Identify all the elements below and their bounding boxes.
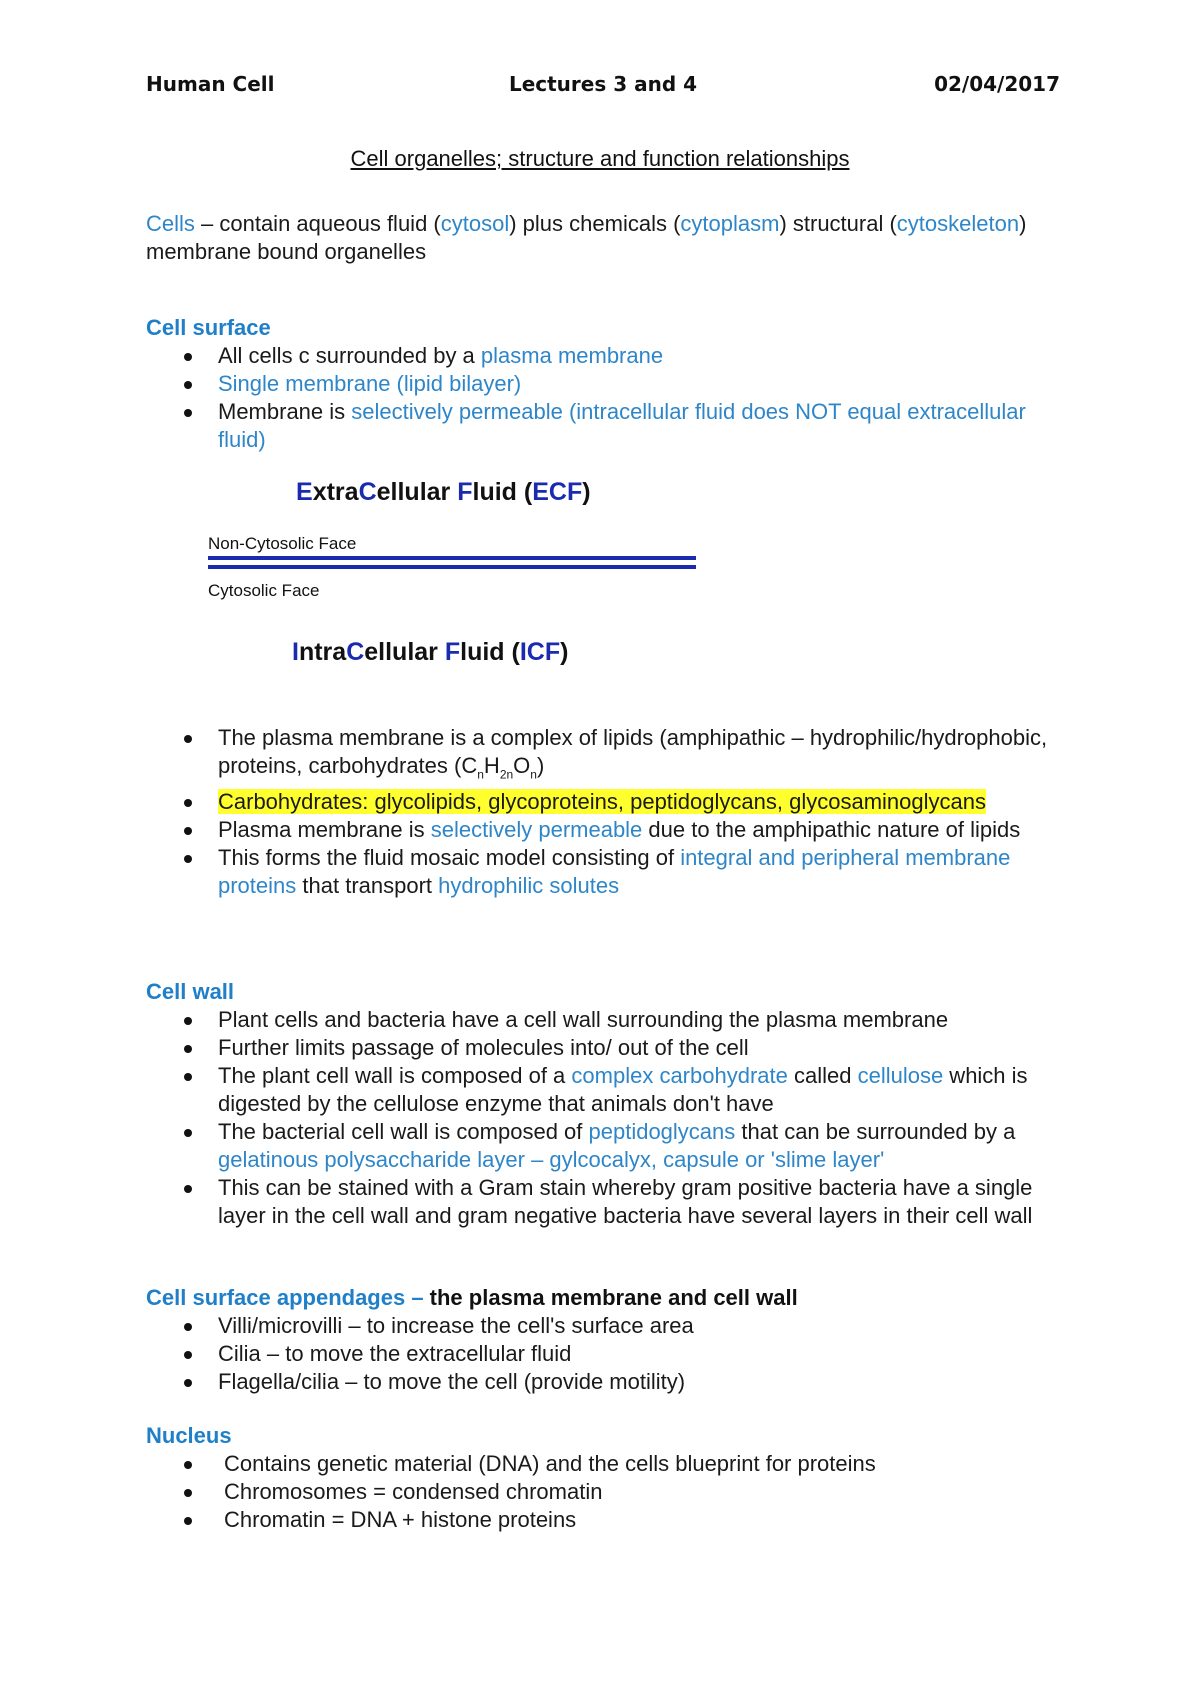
- list-item: Flagella/cilia – to move the cell (provide motility): [146, 1368, 1066, 1396]
- bullet-icon: [184, 1185, 192, 1193]
- ecf-label: ExtraCellular Fluid (ECF): [296, 478, 591, 506]
- header-course: Human Cell: [146, 72, 275, 96]
- list-item: This forms the fluid mosaic model consisting of integral and peripheral membrane proteins that transport hydrophilic solutes: [146, 844, 1066, 900]
- membrane-line-inner: [208, 565, 696, 569]
- nucleus-list: [146, 1450, 1066, 1534]
- bullet-icon: [184, 1017, 192, 1025]
- appendages-list: [146, 1312, 1066, 1396]
- list-item: Cilia – to move the extracellular fluid: [146, 1340, 1066, 1368]
- list-item: The plant cell wall is composed of a complex carbohydrate called cellulose which is digested by the cellulose enzyme that animals don't have: [146, 1062, 1066, 1118]
- list-item: Plasma membrane is selectively permeable due to the amphipathic nature of lipids: [146, 816, 1066, 844]
- page-header: [146, 72, 1060, 102]
- header-lecture: Lectures 3 and 4: [508, 72, 698, 96]
- header-date: 02/04/2017: [934, 72, 1060, 96]
- page-title: Cell organelles; structure and function relationships: [350, 146, 850, 171]
- membrane-points-list: [146, 724, 1066, 900]
- list-item: Chromatin = DNA + histone proteins: [146, 1506, 1066, 1534]
- heading-appendages: Cell surface appendages – the plasma membrane and cell wall: [146, 1285, 798, 1310]
- bullet-icon: [184, 1461, 192, 1469]
- list-item: The bacterial cell wall is composed of peptidoglycans that can be surrounded by a gelatinous polysaccharide layer – gylcocalyx, capsule or 'slime layer': [146, 1118, 1066, 1174]
- bullet-icon: [184, 1073, 192, 1081]
- bullet-icon: [184, 1489, 192, 1497]
- heading-cell-wall: Cell wall: [146, 979, 235, 1004]
- term-cytoskeleton: cytoskeleton: [896, 211, 1020, 236]
- list-item: Contains genetic material (DNA) and the cells blueprint for proteins: [146, 1450, 1066, 1478]
- bullet-icon: [184, 1323, 192, 1331]
- cytosolic-face-label: Cytosolic Face: [208, 581, 320, 600]
- highlighted-text: Carbohydrates: glycolipids, glycoproteins, peptidoglycans, glycosaminoglycans: [218, 789, 986, 815]
- cell-wall-list: [146, 1006, 1066, 1230]
- term-cells: Cells: [146, 211, 195, 236]
- bullet-icon: [184, 799, 192, 807]
- list-item: Membrane is selectively permeable (intracellular fluid does NOT equal extracellular fluid): [146, 398, 1066, 454]
- bullet-icon: [184, 827, 192, 835]
- bullet-icon: [184, 409, 192, 417]
- list-item: Plant cells and bacteria have a cell wall surrounding the plasma membrane: [146, 1006, 1066, 1034]
- bullet-icon: [184, 1517, 192, 1525]
- membrane-line-outer: [208, 556, 696, 560]
- list-item: [146, 788, 1066, 816]
- bullet-icon: [184, 1129, 192, 1137]
- membrane-diagram: [200, 470, 720, 670]
- list-item: Chromosomes = condensed chromatin: [146, 1478, 1066, 1506]
- icf-label: IntraCellular Fluid (ICF): [292, 638, 569, 666]
- non-cytosolic-face-label: Non-Cytosolic Face: [208, 534, 357, 553]
- bullet-icon: [184, 353, 192, 361]
- cell-surface-list: [146, 342, 1066, 454]
- bullet-icon: [184, 855, 192, 863]
- term-cytosol: cytosol: [440, 211, 510, 236]
- list-item: This can be stained with a Gram stain whereby gram positive bacteria have a single layer in the cell wall and gram negative bacteria have several layers in their cell wall: [146, 1174, 1066, 1230]
- bullet-icon: [184, 1379, 192, 1387]
- heading-cell-surface: Cell surface: [146, 315, 271, 340]
- term-cytoplasm: cytoplasm: [680, 211, 780, 236]
- bullet-icon: [184, 1045, 192, 1053]
- list-item: All cells c surrounded by a plasma membrane: [146, 342, 1066, 370]
- list-item: The plasma membrane is a complex of lipids (amphipathic – hydrophilic/hydrophobic, proteins, carbohydrates $(C_nH_{2n}O_n)$: [146, 724, 1066, 788]
- bullet-icon: [184, 735, 192, 743]
- intro-paragraph: Cells – contain aqueous fluid (cytosol) plus chemicals (cytoplasm) structural (cytoskeleton) membrane bound organelles: [146, 211, 1027, 264]
- bullet-icon: [184, 1351, 192, 1359]
- list-item: Villi/microvilli – to increase the cell's surface area: [146, 1312, 1066, 1340]
- bullet-icon: [184, 381, 192, 389]
- list-item: Further limits passage of molecules into/ out of the cell: [146, 1034, 1066, 1062]
- heading-nucleus: Nucleus: [146, 1423, 232, 1448]
- list-item: Single membrane (lipid bilayer): [146, 370, 1066, 398]
